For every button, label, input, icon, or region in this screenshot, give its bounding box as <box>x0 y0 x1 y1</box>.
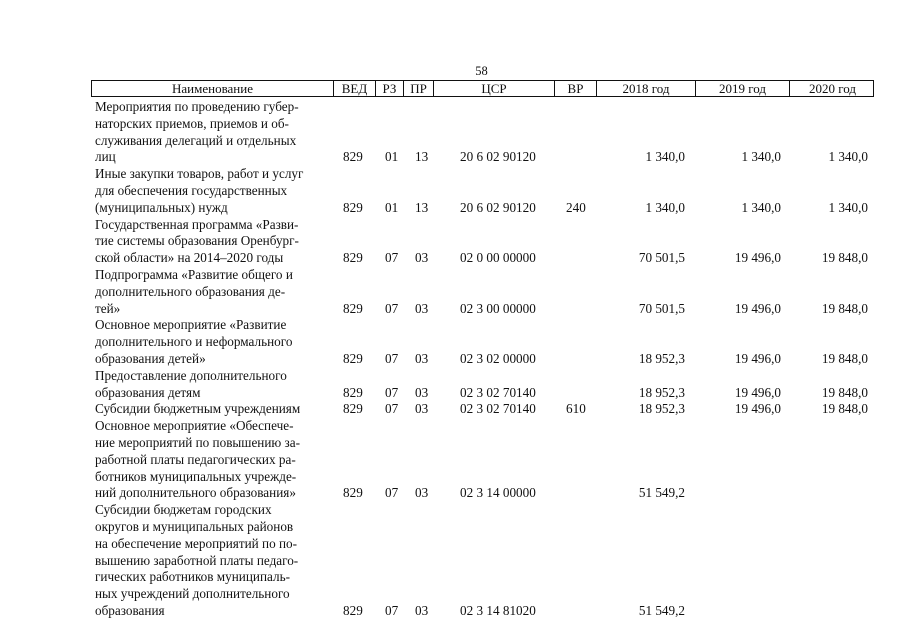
ved-cell: 829 <box>343 602 363 618</box>
value-2018-cell: 18 952,3 <box>638 401 685 417</box>
table-row <box>0 368 905 402</box>
csr-cell: 02 3 14 00000 <box>460 485 536 501</box>
value-2018-cell: 70 501,5 <box>638 300 685 316</box>
csr-cell: 02 0 00 00000 <box>460 250 536 266</box>
header-pr: ПР <box>404 81 434 96</box>
vr-cell: 240 <box>566 199 586 215</box>
header-csr: ЦСР <box>434 81 555 96</box>
value-2019-cell: 1 340,0 <box>741 199 781 215</box>
pr-cell: 13 <box>415 149 429 165</box>
header-vr: ВР <box>555 81 597 96</box>
ved-cell: 829 <box>343 199 363 215</box>
table-row <box>0 317 905 367</box>
rz-cell: 07 <box>385 350 399 366</box>
value-2020-cell: 1 340,0 <box>828 199 868 215</box>
value-2020-cell: 19 848,0 <box>821 384 868 400</box>
csr-cell: 20 6 02 90120 <box>460 199 536 215</box>
pr-cell: 03 <box>415 401 429 417</box>
row-name: Предоставление дополнительного образования детям <box>95 367 287 400</box>
ved-cell: 829 <box>343 300 363 316</box>
table-row <box>0 418 905 502</box>
value-2018-cell: 1 340,0 <box>645 199 685 215</box>
value-2020-cell: 1 340,0 <box>828 149 868 165</box>
ved-cell: 829 <box>343 384 363 400</box>
row-name: Мероприятия по проведению губер- наторских приемов, приемов и об- служивания делегаций и отдельных лиц <box>95 99 299 165</box>
rz-cell: 07 <box>385 485 399 501</box>
table-row <box>0 99 905 166</box>
vr-cell: 610 <box>566 401 586 417</box>
rz-cell: 01 <box>385 149 399 165</box>
ved-cell: 829 <box>343 250 363 266</box>
row-name: Государственная программа «Разви- тие системы образования Оренбург- ской области» на 2014–2020 годы <box>95 216 299 266</box>
value-2018-cell: 1 340,0 <box>645 149 685 165</box>
row-name: Подпрограмма «Развитие общего и дополнительного образования де- тей» <box>95 267 293 316</box>
value-2020-cell: 19 848,0 <box>821 250 868 266</box>
row-name: Субсидии бюджетам городских округов и муниципальных районов на обеспечение мероприятий по по- вышению заработной платы педаго- гических работников муниципаль- ных учреждений дополнительного образования <box>95 502 299 618</box>
csr-cell: 02 3 14 81020 <box>460 602 536 618</box>
row-name: Основное мероприятие «Развитие дополнительного и неформального образования детей» <box>95 317 293 366</box>
page-number: 58 <box>475 64 488 78</box>
ved-cell: 829 <box>343 401 363 417</box>
value-2019-cell: 19 496,0 <box>734 350 781 366</box>
header-2018: 2018 год <box>597 81 696 96</box>
ved-cell: 829 <box>343 149 363 165</box>
value-2019-cell: 19 496,0 <box>734 384 781 400</box>
rz-cell: 07 <box>385 300 399 316</box>
value-2018-cell: 70 501,5 <box>638 250 685 266</box>
value-2019-cell: 19 496,0 <box>734 401 781 417</box>
value-2020-cell: 19 848,0 <box>821 350 868 366</box>
header-2019: 2019 год <box>696 81 790 96</box>
value-2019-cell: 19 496,0 <box>734 300 781 316</box>
csr-cell: 02 3 02 70140 <box>460 401 536 417</box>
value-2018-cell: 51 549,2 <box>638 485 685 501</box>
value-2018-cell: 51 549,2 <box>638 602 685 618</box>
table-row <box>0 217 905 267</box>
value-2020-cell: 19 848,0 <box>821 300 868 316</box>
table-row <box>0 502 905 620</box>
value-2019-cell: 1 340,0 <box>741 149 781 165</box>
csr-cell: 02 3 00 00000 <box>460 300 536 316</box>
value-2019-cell: 19 496,0 <box>734 250 781 266</box>
header-ved: ВЕД <box>334 81 376 96</box>
rz-cell: 01 <box>385 199 399 215</box>
rz-cell: 07 <box>385 250 399 266</box>
csr-cell: 02 3 02 00000 <box>460 350 536 366</box>
pr-cell: 03 <box>415 485 429 501</box>
table-row <box>0 267 905 317</box>
ved-cell: 829 <box>343 485 363 501</box>
row-name: Иные закупки товаров, работ и услуг для обеспечения государственных (муниципальных) нужд <box>95 166 304 215</box>
pr-cell: 03 <box>415 250 429 266</box>
header-2020: 2020 год <box>809 81 856 96</box>
pr-cell: 03 <box>415 602 429 618</box>
value-2020-cell: 19 848,0 <box>821 401 868 417</box>
pr-cell: 03 <box>415 350 429 366</box>
rz-cell: 07 <box>385 602 399 618</box>
header-name: Наименование <box>92 81 334 96</box>
header-rz: РЗ <box>376 81 404 96</box>
row-name: Основное мероприятие «Обеспече- ние мероприятий по повышению за- работной платы педагогических ра- ботников муниципальных учрежде- ний дополнительного образования» <box>95 418 301 501</box>
pr-cell: 03 <box>415 384 429 400</box>
rz-cell: 07 <box>385 384 399 400</box>
value-2018-cell: 18 952,3 <box>638 384 685 400</box>
pr-cell: 13 <box>415 199 429 215</box>
table-row <box>0 401 905 418</box>
ved-cell: 829 <box>343 350 363 366</box>
csr-cell: 02 3 02 70140 <box>460 384 536 400</box>
row-name: Субсидии бюджетным учреждениям <box>95 401 301 417</box>
pr-cell: 03 <box>415 300 429 316</box>
rz-cell: 07 <box>385 401 399 417</box>
value-2018-cell: 18 952,3 <box>638 350 685 366</box>
table-row <box>0 166 905 216</box>
table-header <box>91 80 874 97</box>
csr-cell: 20 6 02 90120 <box>460 149 536 165</box>
